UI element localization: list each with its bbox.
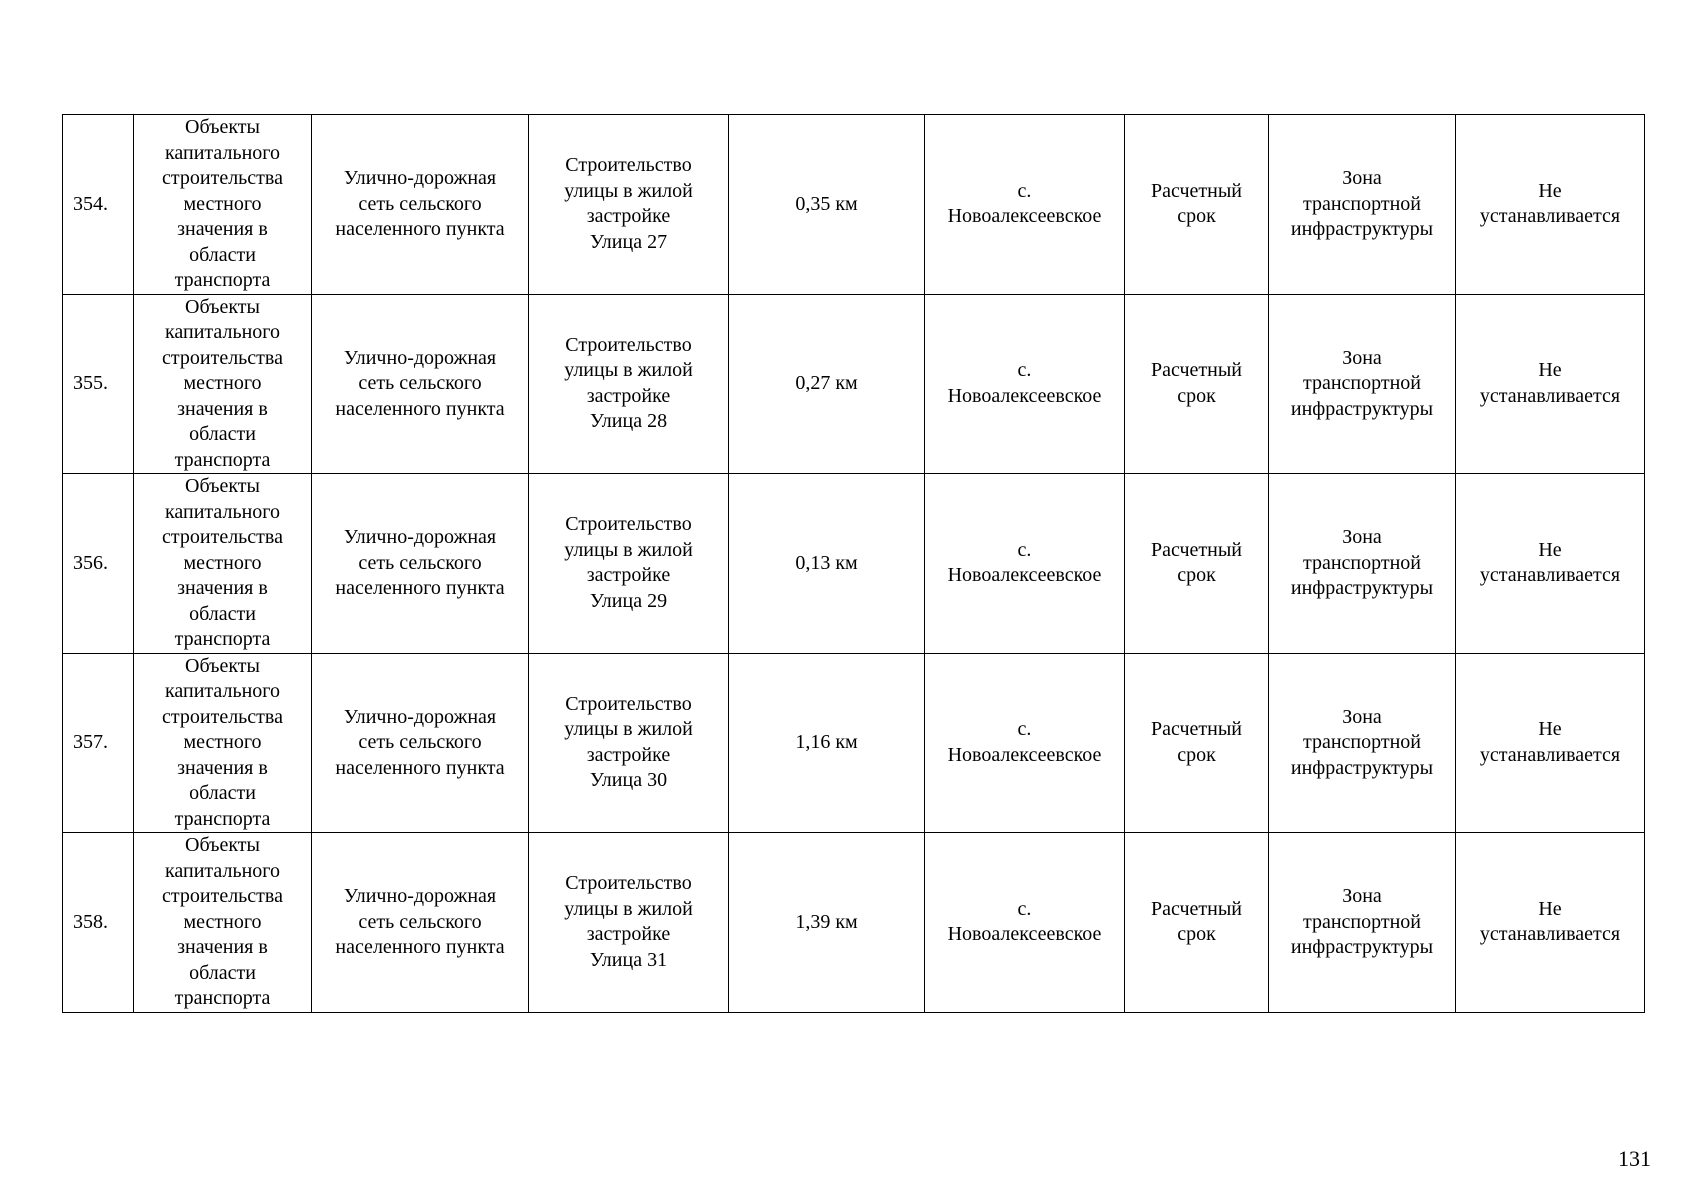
cell-text-line: Не (1538, 179, 1562, 202)
cell-protection-zone (1456, 474, 1645, 654)
cell-text-line: транспортной (1302, 192, 1422, 215)
cell-text-line: значения в (177, 577, 268, 599)
cell-text-line: устанавливается (1479, 205, 1621, 228)
cell-category (134, 653, 312, 833)
cell-text-line: капитального (165, 141, 280, 164)
cell-text-line: Зона (1342, 705, 1382, 728)
cell-text-line: Зона (1342, 346, 1382, 369)
cell-text-line: Расчетный (1151, 718, 1242, 741)
cell-text-line: Строительство (565, 513, 692, 536)
cell-length: 1,39 км (729, 833, 925, 1013)
cell-description (529, 653, 729, 833)
cell-text-line: Улица 27 (589, 230, 668, 253)
cell-term (1125, 294, 1269, 474)
cell-text-line: Объекты (185, 475, 260, 497)
cell-text-line: транспортной (1302, 372, 1422, 394)
cell-text-line: Объекты (185, 295, 260, 318)
cell-text-line: области (189, 961, 256, 984)
cell-text-line: Улица 30 (589, 769, 668, 792)
cell-text-line: Строительство (565, 154, 692, 177)
cell-text-line: транспорта (174, 448, 271, 471)
cell-text-line: Улично-дорожная (343, 705, 497, 728)
cell-text-line: капитального (165, 500, 280, 523)
cell-text-line: срок (1177, 743, 1216, 766)
table-row (63, 833, 1645, 1013)
cell-text-line: строительства (162, 167, 283, 189)
cell-protection-zone (1456, 833, 1645, 1013)
cell-text-line: Зона (1342, 167, 1382, 189)
cell-text-line: улицы в жилой (564, 897, 693, 920)
cell-description (529, 833, 729, 1013)
cell-text-line: транспорта (174, 628, 271, 650)
cell-text-line: Не (1538, 718, 1562, 741)
cell-description (529, 294, 729, 474)
cell-text-line: инфраструктуры (1290, 936, 1434, 958)
cell-text-line: населенного пункта (335, 218, 505, 240)
cell-zone (1269, 833, 1456, 1013)
cell-number: 355. (63, 294, 134, 474)
cell-term (1125, 474, 1269, 654)
cell-object-type (312, 294, 529, 474)
cell-location (925, 833, 1125, 1013)
table-row (63, 115, 1645, 295)
cell-category (134, 474, 312, 654)
cell-text-line: срок (1177, 384, 1216, 407)
cell-text-line: капитального (165, 321, 280, 343)
cell-length: 0,35 км (729, 115, 925, 295)
cell-text-line: Улично-дорожная (343, 167, 497, 189)
cell-text-line: местного (183, 910, 262, 933)
cell-text-line: Зона (1342, 526, 1382, 548)
cell-text-line: строительства (162, 705, 283, 728)
cell-zone (1269, 294, 1456, 474)
cell-text-line: Не (1538, 359, 1562, 382)
cell-text-line: Строительство (565, 333, 692, 356)
cell-text-line: Строительство (565, 692, 692, 715)
cell-text-line: значения в (177, 936, 268, 958)
cell-number: 358. (63, 833, 134, 1013)
cell-text-line: Улица 28 (589, 410, 668, 433)
cell-location (925, 653, 1125, 833)
cell-text-line: транспортной (1302, 731, 1422, 753)
cell-length: 0,27 км (729, 294, 925, 474)
cell-category (134, 833, 312, 1013)
cell-text-line: срок (1177, 564, 1216, 587)
cell-text-line: Объекты (185, 834, 260, 856)
cell-zone (1269, 115, 1456, 295)
cell-text-line: инфраструктуры (1290, 577, 1434, 599)
cell-text-line: улицы в жилой (564, 718, 693, 741)
cell-text-line: сеть сельского (358, 372, 482, 394)
cell-description (529, 115, 729, 295)
cell-text-line: области (189, 423, 256, 445)
cell-text-line: сеть сельского (358, 192, 482, 215)
cell-text-line: устанавливается (1479, 384, 1621, 407)
cell-protection-zone (1456, 294, 1645, 474)
cell-text-line: Не (1538, 538, 1562, 561)
cell-text-line: застройке (586, 743, 671, 766)
cell-text-line: местного (183, 372, 262, 394)
cell-text-line: инфраструктуры (1290, 218, 1434, 240)
cell-text-line: сеть сельского (358, 910, 482, 933)
cell-text-line: области (189, 782, 256, 804)
cell-text-line: улицы в жилой (564, 359, 693, 382)
cell-text-line: Новоалексеевское (947, 923, 1102, 946)
cell-text-line: с. (1017, 897, 1032, 920)
cell-text-line: местного (183, 192, 262, 215)
cell-text-line: Не (1538, 897, 1562, 920)
cell-text-line: транспорта (174, 807, 271, 830)
cell-term (1125, 833, 1269, 1013)
cell-location (925, 294, 1125, 474)
cell-text-line: местного (183, 731, 262, 753)
cell-object-type (312, 115, 529, 295)
cell-text-line: срок (1177, 205, 1216, 228)
page-number: 131 (1618, 1146, 1651, 1171)
cell-text-line: строительства (162, 526, 283, 548)
cell-text-line: Улично-дорожная (343, 346, 497, 369)
cell-text-line: Строительство (565, 872, 692, 895)
table-body (63, 115, 1645, 1013)
cell-text-line: застройке (586, 205, 671, 228)
cell-text-line: Расчетный (1151, 359, 1242, 382)
cell-number: 354. (63, 115, 134, 295)
cell-text-line: значения в (177, 756, 268, 779)
cell-text-line: строительства (162, 346, 283, 369)
cell-text-line: населенного пункта (335, 577, 505, 599)
cell-text-line: Расчетный (1151, 897, 1242, 920)
cell-zone (1269, 653, 1456, 833)
cell-text-line: с. (1017, 538, 1032, 561)
cell-text-line: местного (183, 551, 262, 574)
cell-text-line: сеть сельского (358, 731, 482, 753)
cell-text-line: Улица 29 (589, 589, 668, 612)
cell-text-line: застройке (586, 923, 671, 946)
cell-text-line: устанавливается (1479, 564, 1621, 587)
cell-text-line: транспортной (1302, 910, 1422, 933)
cell-text-line: населенного пункта (335, 397, 505, 420)
cell-text-line: населенного пункта (335, 756, 505, 779)
cell-text-line: с. (1017, 179, 1032, 202)
cell-text-line: значения в (177, 218, 268, 240)
cell-text-line: транспортной (1302, 551, 1422, 574)
cell-length: 0,13 км (729, 474, 925, 654)
cell-protection-zone (1456, 653, 1645, 833)
cell-text-line: инфраструктуры (1290, 397, 1434, 420)
cell-number: 357. (63, 653, 134, 833)
cell-object-type (312, 833, 529, 1013)
cell-text-line: транспорта (174, 987, 271, 1009)
cell-text-line: капитального (165, 859, 280, 882)
cell-text-line: с. (1017, 359, 1032, 382)
cell-text-line: Новоалексеевское (947, 384, 1102, 407)
cell-number: 356. (63, 474, 134, 654)
cell-text-line: Расчетный (1151, 538, 1242, 561)
cell-text-line: области (189, 602, 256, 625)
cell-text-line: капитального (165, 680, 280, 702)
cell-text-line: срок (1177, 923, 1216, 946)
cell-term (1125, 115, 1269, 295)
cell-text-line: Объекты (185, 654, 260, 677)
cell-text-line: Объекты (185, 116, 260, 138)
table-row (63, 653, 1645, 833)
cell-text-line: транспорта (174, 269, 271, 291)
cell-object-type (312, 474, 529, 654)
cell-text-line: Улично-дорожная (343, 885, 497, 907)
cell-object-type (312, 653, 529, 833)
cell-text-line: области (189, 243, 256, 266)
cell-zone (1269, 474, 1456, 654)
objects-table (62, 114, 1645, 1013)
cell-text-line: Зона (1342, 885, 1382, 907)
cell-description (529, 474, 729, 654)
cell-text-line: застройке (586, 564, 671, 587)
table-row (63, 474, 1645, 654)
cell-text-line: строительства (162, 885, 283, 907)
cell-text-line: устанавливается (1479, 923, 1621, 946)
cell-protection-zone (1456, 115, 1645, 295)
cell-text-line: улицы в жилой (564, 179, 693, 202)
cell-text-line: улицы в жилой (564, 538, 693, 561)
cell-text-line: Улично-дорожная (343, 526, 497, 548)
table-row (63, 294, 1645, 474)
cell-text-line: застройке (586, 384, 671, 407)
cell-text-line: с. (1017, 718, 1032, 741)
cell-text-line: Новоалексеевское (947, 205, 1102, 228)
cell-text-line: Расчетный (1151, 179, 1242, 202)
cell-length: 1,16 км (729, 653, 925, 833)
cell-text-line: устанавливается (1479, 743, 1621, 766)
cell-location (925, 115, 1125, 295)
cell-category (134, 294, 312, 474)
cell-text-line: инфраструктуры (1290, 756, 1434, 779)
cell-text-line: населенного пункта (335, 936, 505, 958)
cell-text-line: значения в (177, 397, 268, 420)
cell-text-line: Новоалексеевское (947, 564, 1102, 587)
cell-term (1125, 653, 1269, 833)
cell-category (134, 115, 312, 295)
cell-text-line: Новоалексеевское (947, 743, 1102, 766)
cell-text-line: сеть сельского (358, 551, 482, 574)
cell-location (925, 474, 1125, 654)
cell-text-line: Улица 31 (589, 948, 668, 971)
